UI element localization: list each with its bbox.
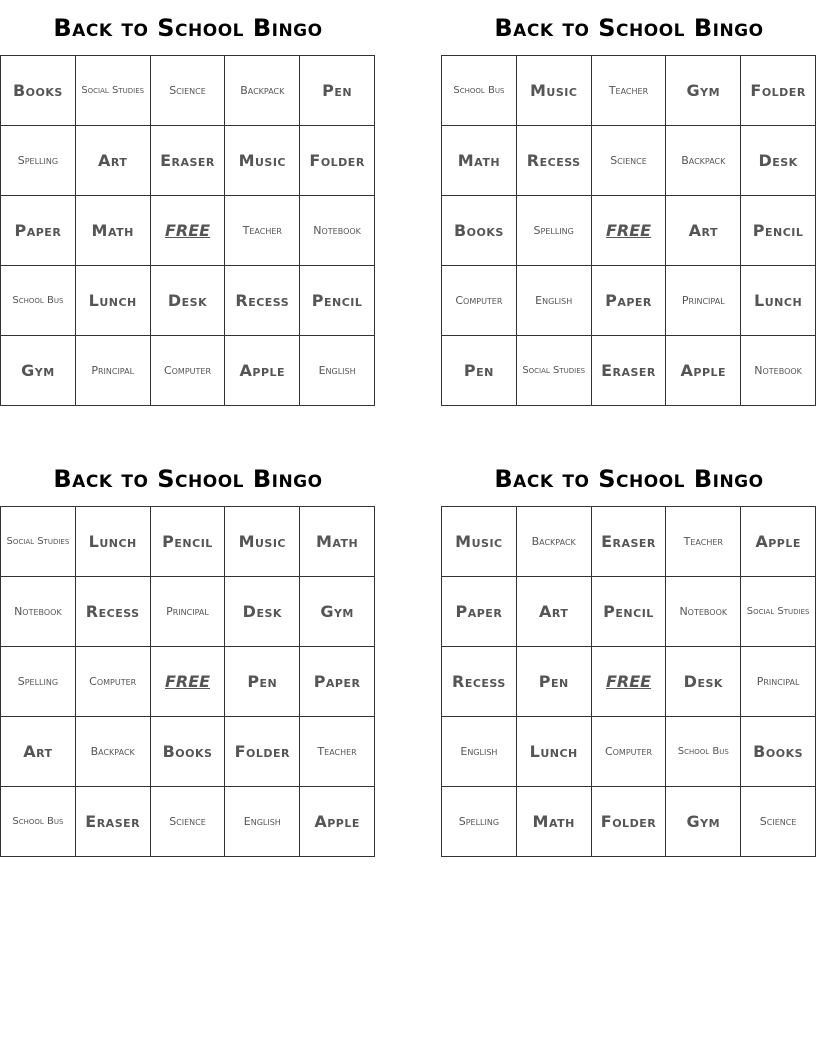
card-title: Back to School Bingo [494,465,764,493]
bingo-cell: Art [1,717,76,787]
free-space-cell: FREE [151,647,226,717]
bingo-cell: Notebook [300,196,375,266]
bingo-cell: School Bus [666,717,741,787]
bingo-cell: Pen [517,647,592,717]
bingo-cell: Gym [1,336,76,406]
bingo-cell: Social Studies [517,336,592,406]
bingo-grid [0,55,375,406]
bingo-cell: Lunch [76,507,151,577]
bingo-cell: Desk [741,126,816,196]
bingo-cell: School Bus [442,56,517,126]
bingo-cell: Folder [592,787,667,857]
card-title: Back to School Bingo [494,14,764,42]
bingo-cell: Pen [300,56,375,126]
bingo-grid [441,55,816,406]
bingo-cell: School Bus [1,787,76,857]
bingo-cell: Notebook [741,336,816,406]
bingo-cell: Apple [741,507,816,577]
bingo-cell: Notebook [1,577,76,647]
bingo-cell: Lunch [517,717,592,787]
bingo-cell: Art [517,577,592,647]
bingo-cell: Eraser [151,126,226,196]
bingo-cell: Gym [300,577,375,647]
bingo-cell: Art [666,196,741,266]
bingo-cell: Principal [151,577,226,647]
bingo-cell: School Bus [1,266,76,336]
bingo-cell: Backpack [666,126,741,196]
free-space-cell: FREE [151,196,226,266]
bingo-cell: Books [741,717,816,787]
bingo-cell: Eraser [592,507,667,577]
bingo-cell: Pencil [592,577,667,647]
bingo-cell: Social Studies [1,507,76,577]
bingo-cell: Spelling [442,787,517,857]
bingo-cell: Lunch [741,266,816,336]
bingo-cell: Backpack [225,56,300,126]
bingo-cell: Eraser [76,787,151,857]
free-space-cell: FREE [592,196,667,266]
bingo-cell: Social Studies [741,577,816,647]
bingo-cell: Paper [592,266,667,336]
bingo-cell: Desk [666,647,741,717]
bingo-cell: Pencil [151,507,226,577]
bingo-cell: English [442,717,517,787]
bingo-cell: English [225,787,300,857]
bingo-cell: Teacher [666,507,741,577]
bingo-cell: Principal [741,647,816,717]
free-space-cell: FREE [592,647,667,717]
bingo-cell: Music [225,126,300,196]
bingo-cell: Pencil [741,196,816,266]
bingo-cell: Folder [741,56,816,126]
bingo-cell: Pencil [300,266,375,336]
bingo-cell: Books [442,196,517,266]
bingo-cell: Science [151,787,226,857]
bingo-cell: Paper [1,196,76,266]
bingo-cell: Apple [225,336,300,406]
bingo-cell: Math [442,126,517,196]
bingo-cell: Desk [151,266,226,336]
bingo-cell: Pen [225,647,300,717]
bingo-cell: Teacher [225,196,300,266]
bingo-cell: Spelling [517,196,592,266]
bingo-cell: Spelling [1,647,76,717]
bingo-cell: Desk [225,577,300,647]
bingo-cell: Computer [151,336,226,406]
bingo-cell: Art [76,126,151,196]
bingo-cell: Computer [592,717,667,787]
bingo-cell: Spelling [1,126,76,196]
bingo-cell: Recess [517,126,592,196]
bingo-cell: Principal [76,336,151,406]
bingo-cell: Backpack [517,507,592,577]
bingo-cell: English [300,336,375,406]
bingo-cell: Gym [666,56,741,126]
bingo-cell: Math [76,196,151,266]
bingo-cell: Apple [666,336,741,406]
bingo-cell: Computer [442,266,517,336]
bingo-grid [441,506,816,857]
bingo-cell: Paper [300,647,375,717]
bingo-cell: Pen [442,336,517,406]
bingo-cell: Science [592,126,667,196]
card-title: Back to School Bingo [53,465,323,493]
bingo-cell: Music [225,507,300,577]
card-title: Back to School Bingo [53,14,323,42]
bingo-cell: Books [151,717,226,787]
bingo-cell: Paper [442,577,517,647]
bingo-cell: English [517,266,592,336]
bingo-cell: Computer [76,647,151,717]
bingo-cell: Recess [76,577,151,647]
bingo-cell: Recess [225,266,300,336]
bingo-cell: Recess [442,647,517,717]
bingo-cell: Science [151,56,226,126]
bingo-cell: Music [442,507,517,577]
bingo-cell: Apple [300,787,375,857]
bingo-grid [0,506,375,857]
bingo-cell: Notebook [666,577,741,647]
bingo-cell: Music [517,56,592,126]
bingo-cell: Math [517,787,592,857]
bingo-cell: Folder [300,126,375,196]
bingo-cell: Backpack [76,717,151,787]
bingo-cell: Social Studies [76,56,151,126]
bingo-cell: Eraser [592,336,667,406]
bingo-cell: Folder [225,717,300,787]
bingo-cell: Teacher [300,717,375,787]
bingo-cell: Science [741,787,816,857]
bingo-cell: Gym [666,787,741,857]
bingo-cell: Math [300,507,375,577]
bingo-cell: Books [1,56,76,126]
bingo-cell: Teacher [592,56,667,126]
bingo-cell: Lunch [76,266,151,336]
bingo-cell: Principal [666,266,741,336]
